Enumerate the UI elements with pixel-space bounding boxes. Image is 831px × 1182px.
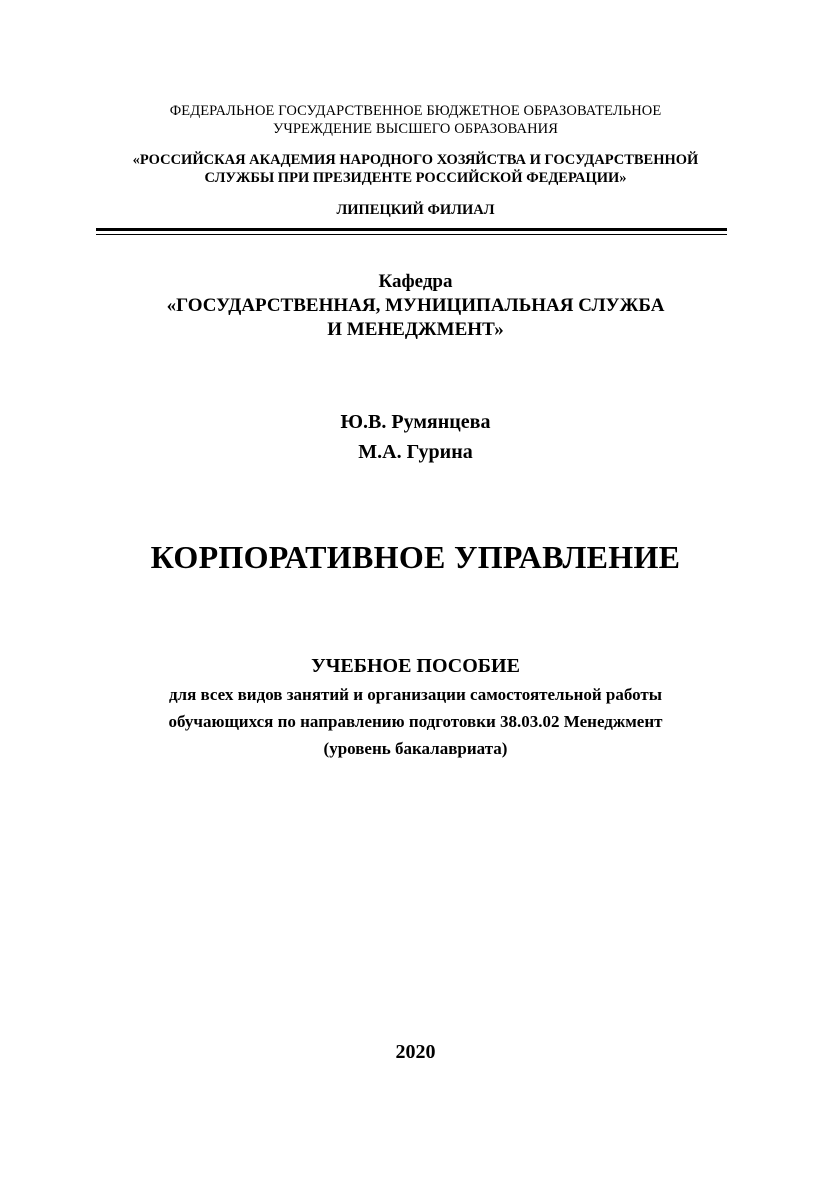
document-title: КОРПОРАТИВНОЕ УПРАВЛЕНИЕ bbox=[150, 539, 681, 575]
branch-name: ЛИПЕЦКИЙ ФИЛИАЛ bbox=[336, 202, 495, 218]
department-name-line2: И МЕНЕДЖМЕНТ» bbox=[327, 319, 504, 340]
institution-type-line1: ФЕДЕРАЛЬНОЕ ГОСУДАРСТВЕННОЕ БЮДЖЕТНОЕ ОБРАЗОВАТЕЛЬНОЕ bbox=[169, 103, 662, 119]
author-name-1: Ю.В. Румянцева bbox=[340, 411, 491, 433]
publication-year: 2020 bbox=[395, 1041, 436, 1063]
publication-description-line1: для всех видов занятий и организации самостоятельной работы bbox=[168, 685, 663, 704]
header-divider-thin bbox=[96, 234, 727, 235]
publication-description-line3: (уровень бакалавриата) bbox=[323, 739, 508, 758]
department-name-line1: «ГОСУДАРСТВЕННАЯ, МУНИЦИПАЛЬНАЯ СЛУЖБА bbox=[166, 295, 665, 316]
institution-type-line2: УЧРЕЖДЕНИЕ ВЫСШЕГО ОБРАЗОВАНИЯ bbox=[272, 121, 559, 137]
department-label: Кафедра bbox=[378, 271, 453, 292]
publication-description-line2: обучающихся по направлению подготовки 38.03.02 Менеджмент bbox=[168, 712, 663, 731]
header-divider-thick bbox=[96, 228, 727, 231]
author-name-2: М.А. Гурина bbox=[358, 441, 473, 463]
academy-name-line2: СЛУЖБЫ ПРИ ПРЕЗИДЕНТЕ РОССИЙСКОЙ ФЕДЕРАЦИИ» bbox=[204, 170, 627, 186]
publication-type: УЧЕБНОЕ ПОСОБИЕ bbox=[311, 655, 520, 677]
academy-name-line1: «РОССИЙСКАЯ АКАДЕМИЯ НАРОДНОГО ХОЗЯЙСТВА И ГОСУДАРСТВЕННОЙ bbox=[132, 152, 699, 168]
